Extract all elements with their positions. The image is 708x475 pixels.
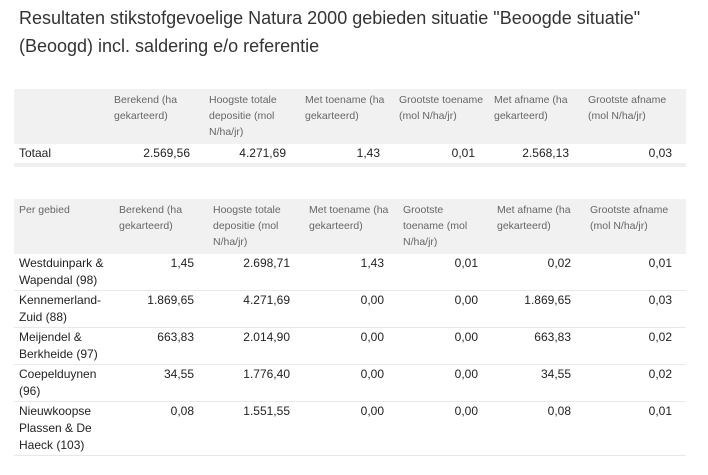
row-label: Kennemerland-Zuid (88) [14, 291, 114, 328]
table-cell: 2.569,56 [109, 144, 204, 165]
row-label: Westduinpark & Wapendal (98) [14, 254, 114, 291]
column-header: Berekend (ha gekarteerd) [109, 89, 204, 144]
table-cell: 663,83 [492, 328, 585, 365]
table-row [14, 291, 686, 328]
column-header: Per gebied [14, 199, 114, 254]
table-cell: 2.698,71 [208, 254, 304, 291]
table-cell: 0,02 [585, 328, 686, 365]
table-cell: 4.271,69 [208, 291, 304, 328]
totaal-table [14, 89, 686, 167]
table-cell: 4.271,69 [204, 144, 300, 165]
column-header: Met toename (ha gekarteerd) [304, 199, 398, 254]
column-header [14, 89, 109, 144]
table-cell: 2.014,90 [208, 328, 304, 365]
totaal-header-row [14, 89, 686, 144]
table-cell: 0,08 [114, 402, 208, 456]
table-cell: 0,00 [304, 365, 398, 402]
table-cell: 0,00 [304, 328, 398, 365]
table-row [14, 254, 686, 291]
row-label: Meijendel & Berkheide (97) [14, 328, 114, 365]
table-cell: 0,01 [585, 402, 686, 456]
row-label: Coepelduynen (96) [14, 365, 114, 402]
table-cell: 0,00 [304, 291, 398, 328]
table-cell: 0,01 [585, 254, 686, 291]
table-cell: 0,08 [492, 402, 585, 456]
table-row [14, 144, 686, 165]
table-cell: 0,02 [492, 254, 585, 291]
table-cell: 0,02 [585, 365, 686, 402]
table-cell: 1.776,40 [208, 365, 304, 402]
table-cell: 1,43 [300, 144, 394, 165]
table-cell: 1.551,55 [208, 402, 304, 456]
column-header: Hoogste totale depositie (mol N/ha/jr) [208, 199, 304, 254]
table-cell: 1.869,65 [492, 291, 585, 328]
table-cell: 2.568,13 [489, 144, 583, 165]
table-cell: 0,00 [398, 328, 492, 365]
table-cell: 1,43 [304, 254, 398, 291]
column-header: Berekend (ha gekarteerd) [114, 199, 208, 254]
column-header: Met afname (ha gekarteerd) [492, 199, 585, 254]
table-cell: 34,55 [492, 365, 585, 402]
column-header: Met toename (ha gekarteerd) [300, 89, 394, 144]
column-header: Grootste toename (mol N/ha/jr) [398, 199, 492, 254]
table-cell: 0,00 [398, 365, 492, 402]
table-cell: 0,00 [398, 402, 492, 456]
table-cell: 0,03 [583, 144, 686, 165]
column-header: Hoogste totale depositie (mol N/ha/jr) [204, 89, 300, 144]
table-cell: 0,03 [585, 291, 686, 328]
page-title: Resultaten stikstofgevoelige Natura 2000 gebieden situatie "Beoogde situatie" (Beoogd) incl. saldering e/o referentie [19, 8, 641, 56]
table-cell: 663,83 [114, 328, 208, 365]
table-cell: 34,55 [114, 365, 208, 402]
table-cell: 1,45 [114, 254, 208, 291]
column-header: Met afname (ha gekarteerd) [489, 89, 583, 144]
per-gebied-table [14, 199, 686, 456]
column-header: Grootste toename (mol N/ha/jr) [394, 89, 489, 144]
table-row [14, 365, 686, 402]
column-header: Grootste afname (mol N/ha/jr) [585, 199, 686, 254]
table-cell: 0,01 [394, 144, 489, 165]
row-label: Nieuwkoopse Plassen & De Haeck (103) [14, 402, 114, 456]
table-row [14, 328, 686, 365]
table-row [14, 402, 686, 456]
table-cell: 0,00 [398, 291, 492, 328]
table-cell: 1.869,65 [114, 291, 208, 328]
table-cell: 0,01 [398, 254, 492, 291]
row-label: Totaal [14, 144, 109, 165]
table-cell: 0,00 [304, 402, 398, 456]
gebied-header-row [14, 199, 686, 254]
column-header: Grootste afname (mol N/ha/jr) [583, 89, 686, 144]
